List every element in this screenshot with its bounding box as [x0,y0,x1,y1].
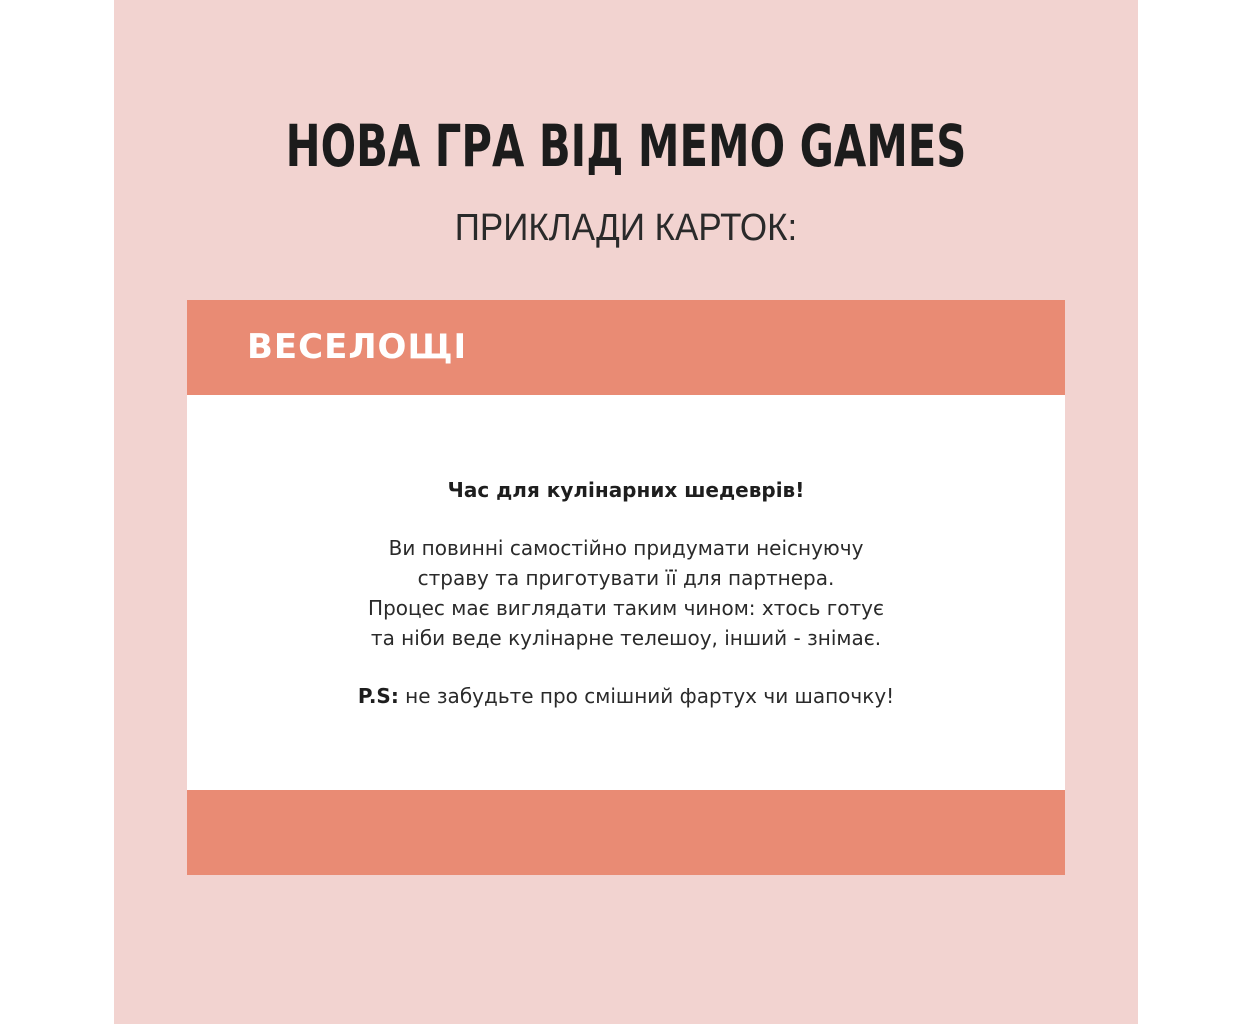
card-postscript [187,681,1065,711]
page-title: НОВА ГРА ВІД MEMO GAMES [285,112,967,180]
poster [114,0,1138,1024]
card-description-line: та ніби веде кулінарне телешоу, інший - знімає. [370,626,882,650]
card-description-line: Процес має виглядати таким чином: хтось готує [368,596,884,620]
card-header [187,300,1065,395]
card-footer [187,790,1065,875]
card-category-label: ВЕСЕЛОЩІ [247,327,468,367]
postscript-label: P.S: [357,684,399,708]
page-subtitle: ПРИКЛАДИ КАРТОК: [454,207,798,249]
game-card [187,300,1065,875]
card-description-line: страву та приготувати її для партнера. [417,566,835,590]
card-description-line: Ви повинні самостійно придумати неіснуючу [388,536,864,560]
postscript-text: не забудьте про смішний фартух чи шапочку! [398,684,895,708]
card-body [187,395,1065,790]
card-description [187,533,1065,653]
card-heading: Час для кулінарних шедеврів! [447,478,805,502]
